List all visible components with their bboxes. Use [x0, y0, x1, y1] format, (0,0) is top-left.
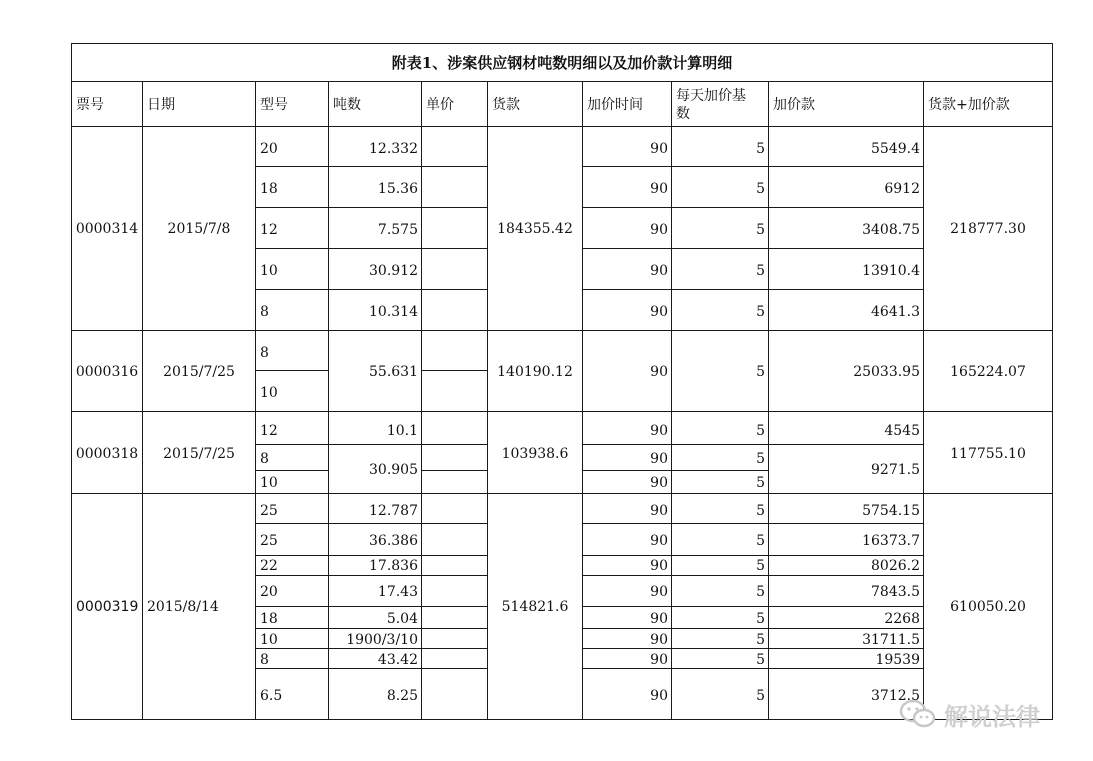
header-divider: [71, 126, 1053, 127]
base-cell: 5: [756, 304, 765, 320]
row-divider: [256, 370, 328, 371]
days-cell: 90: [650, 141, 668, 157]
days-cell: 90: [650, 611, 668, 627]
border-left: [71, 43, 72, 720]
model-cell: 8: [260, 652, 269, 668]
header-total: 货款+加价款: [928, 97, 1010, 113]
header-tons: 吨数: [333, 97, 361, 113]
row-divider: [583, 606, 923, 607]
header-goods: 货款: [492, 97, 520, 113]
row-divider: [583, 575, 923, 576]
base-cell: 5: [756, 652, 765, 668]
tons-cell: 17.836: [369, 558, 418, 574]
title-divider: [71, 81, 1053, 82]
group-divider: [71, 330, 1053, 331]
row-divider: [256, 555, 487, 556]
model-cell: 20: [260, 584, 278, 600]
base-cell: 5: [756, 141, 765, 157]
header-ticket: 票号: [76, 97, 104, 113]
row-divider: [256, 606, 487, 607]
model-cell: 10: [260, 475, 278, 491]
header-daily-base: 每天加价基: [676, 88, 746, 104]
markup-cell: 6912: [884, 181, 920, 197]
model-cell: 10: [260, 632, 278, 648]
days-cell: 90: [650, 451, 668, 467]
markup-cell: 4641.3: [871, 304, 920, 320]
row-divider: [256, 523, 487, 524]
date-cell: 2015/7/25: [163, 364, 235, 380]
row-divider: [583, 555, 923, 556]
markup-cell: 2268: [884, 611, 920, 627]
tons-cell: 8.25: [386, 688, 418, 704]
goods-cell: 514821.6: [501, 599, 569, 615]
group-divider: [71, 493, 1053, 494]
tons-cell: 43.42: [377, 652, 418, 668]
days-cell: 90: [650, 632, 668, 648]
tons-cell: 36.386: [369, 533, 418, 549]
row-divider: [256, 166, 487, 167]
markup-cell: 4545: [884, 423, 920, 439]
table-title: 附表1、涉案供应钢材吨数明细以及加价款计算明细: [391, 54, 733, 72]
row-divider: [256, 470, 328, 471]
header-model: 型号: [260, 97, 288, 113]
days-cell: 90: [650, 304, 668, 320]
row-divider: [256, 668, 487, 669]
base-cell: 5: [756, 475, 765, 491]
border-top: [71, 43, 1053, 44]
tons-cell: 15.36: [377, 181, 418, 197]
row-divider: [583, 628, 923, 629]
base-cell: 5: [756, 632, 765, 648]
date-cell: 2015/7/25: [163, 446, 235, 462]
ticket-cell: 0000318: [75, 446, 139, 462]
row-divider: [256, 207, 487, 208]
row-divider: [583, 444, 923, 445]
days-cell: 90: [650, 558, 668, 574]
header-markup-days: 加价时间: [587, 97, 643, 113]
tons-cell: 17.43: [377, 584, 418, 600]
watermark: [898, 694, 1040, 734]
base-cell: 5: [756, 263, 765, 279]
markup-cell: 5549.4: [871, 141, 920, 157]
wechat-icon: [898, 698, 938, 730]
model-cell: 12: [260, 222, 278, 238]
days-cell: 90: [650, 263, 668, 279]
border-right: [1052, 43, 1053, 720]
base-cell: 5: [756, 451, 765, 467]
ticket-cell: 0000314: [75, 221, 139, 237]
row-divider: [583, 207, 923, 208]
markup-cell: 5754.15: [862, 503, 920, 519]
tons-cell: 7.575: [377, 222, 418, 238]
row-divider: [583, 166, 923, 167]
row-divider: [421, 470, 487, 471]
base-cell: 5: [756, 611, 765, 627]
group-divider: [71, 411, 1053, 412]
total-cell: 218777.30: [950, 221, 1026, 237]
date-cell: 2015/8/14: [147, 599, 219, 615]
days-cell: 90: [650, 475, 668, 491]
tons-cell: 12.332: [369, 141, 418, 157]
days-cell: 90: [650, 503, 668, 519]
base-cell: 5: [756, 181, 765, 197]
row-divider: [256, 444, 487, 445]
col-divider: [255, 81, 256, 720]
date-cell: 2015/7/8: [167, 221, 231, 237]
model-cell: 10: [260, 263, 278, 279]
model-cell: 18: [260, 181, 278, 197]
base-cell: 5: [756, 688, 765, 704]
row-divider: [256, 628, 487, 629]
model-cell: 10: [260, 385, 278, 401]
tons-cell: 10.314: [369, 304, 418, 320]
row-divider: [583, 289, 923, 290]
tons-cell: 30.912: [369, 263, 418, 279]
row-divider: [421, 370, 487, 371]
col-divider: [923, 81, 924, 720]
days-cell: 90: [650, 423, 668, 439]
base-cell: 5: [756, 584, 765, 600]
markup-cell: 25033.95: [853, 364, 920, 380]
row-divider: [583, 248, 923, 249]
header-daily-base-wrap: 数: [676, 106, 690, 122]
goods-cell: 103938.6: [501, 446, 569, 462]
row-divider: [583, 668, 923, 669]
total-cell: 610050.20: [950, 599, 1026, 615]
markup-cell: 7843.5: [871, 584, 920, 600]
row-divider: [256, 248, 487, 249]
row-divider: [256, 575, 487, 576]
model-cell: 8: [260, 345, 269, 361]
days-cell: 90: [650, 364, 668, 380]
model-cell: 8: [260, 304, 269, 320]
tons-cell: 30.905: [369, 462, 418, 478]
header-date: 日期: [147, 97, 175, 113]
model-cell: 8: [260, 451, 269, 467]
markup-cell: 3712.5: [871, 688, 920, 704]
tons-cell: 12.787: [369, 503, 418, 519]
markup-cell: 3408.75: [862, 222, 920, 238]
base-cell: 5: [756, 222, 765, 238]
markup-cell: 19539: [875, 652, 920, 668]
model-cell: 20: [260, 141, 278, 157]
model-cell: 25: [260, 533, 278, 549]
markup-cell: 8026.2: [871, 558, 920, 574]
markup-cell: 13910.4: [862, 263, 920, 279]
base-cell: 5: [756, 558, 765, 574]
model-cell: 25: [260, 503, 278, 519]
model-cell: 18: [260, 611, 278, 627]
row-divider: [583, 470, 769, 471]
base-cell: 5: [756, 503, 765, 519]
markup-cell: 31711.5: [862, 632, 920, 648]
tons-cell: 55.631: [369, 364, 418, 380]
total-cell: 165224.07: [950, 364, 1026, 380]
days-cell: 90: [650, 584, 668, 600]
model-cell: 12: [260, 423, 278, 439]
model-cell: 6.5: [260, 688, 283, 704]
goods-cell: 140190.12: [497, 364, 573, 380]
model-cell: 22: [260, 558, 278, 574]
days-cell: 90: [650, 222, 668, 238]
tons-cell: 5.04: [386, 611, 418, 627]
goods-cell: 184355.42: [497, 221, 573, 237]
base-cell: 5: [756, 423, 765, 439]
tons-cell: 1900/3/10: [346, 632, 418, 648]
row-divider: [256, 289, 487, 290]
row-divider: [256, 648, 487, 649]
ticket-cell: 0000316: [75, 364, 139, 380]
total-cell: 117755.10: [950, 446, 1026, 462]
tons-cell: 10.1: [386, 423, 418, 439]
header-unit-price: 单价: [426, 97, 454, 113]
row-divider: [583, 648, 923, 649]
days-cell: 90: [650, 181, 668, 197]
days-cell: 90: [650, 688, 668, 704]
row-divider: [583, 523, 923, 524]
col-divider: [142, 81, 143, 720]
days-cell: 90: [650, 652, 668, 668]
base-cell: 5: [756, 364, 765, 380]
markup-cell: 9271.5: [871, 462, 920, 478]
col-divider: [487, 81, 488, 720]
ticket-cell: 0000319: [76, 599, 139, 615]
days-cell: 90: [650, 533, 668, 549]
base-cell: 5: [756, 533, 765, 549]
header-markup: 加价款: [773, 97, 815, 113]
markup-cell: 16373.7: [862, 533, 920, 549]
watermark-text: 解说法律: [944, 702, 1040, 731]
col-divider: [421, 81, 422, 720]
